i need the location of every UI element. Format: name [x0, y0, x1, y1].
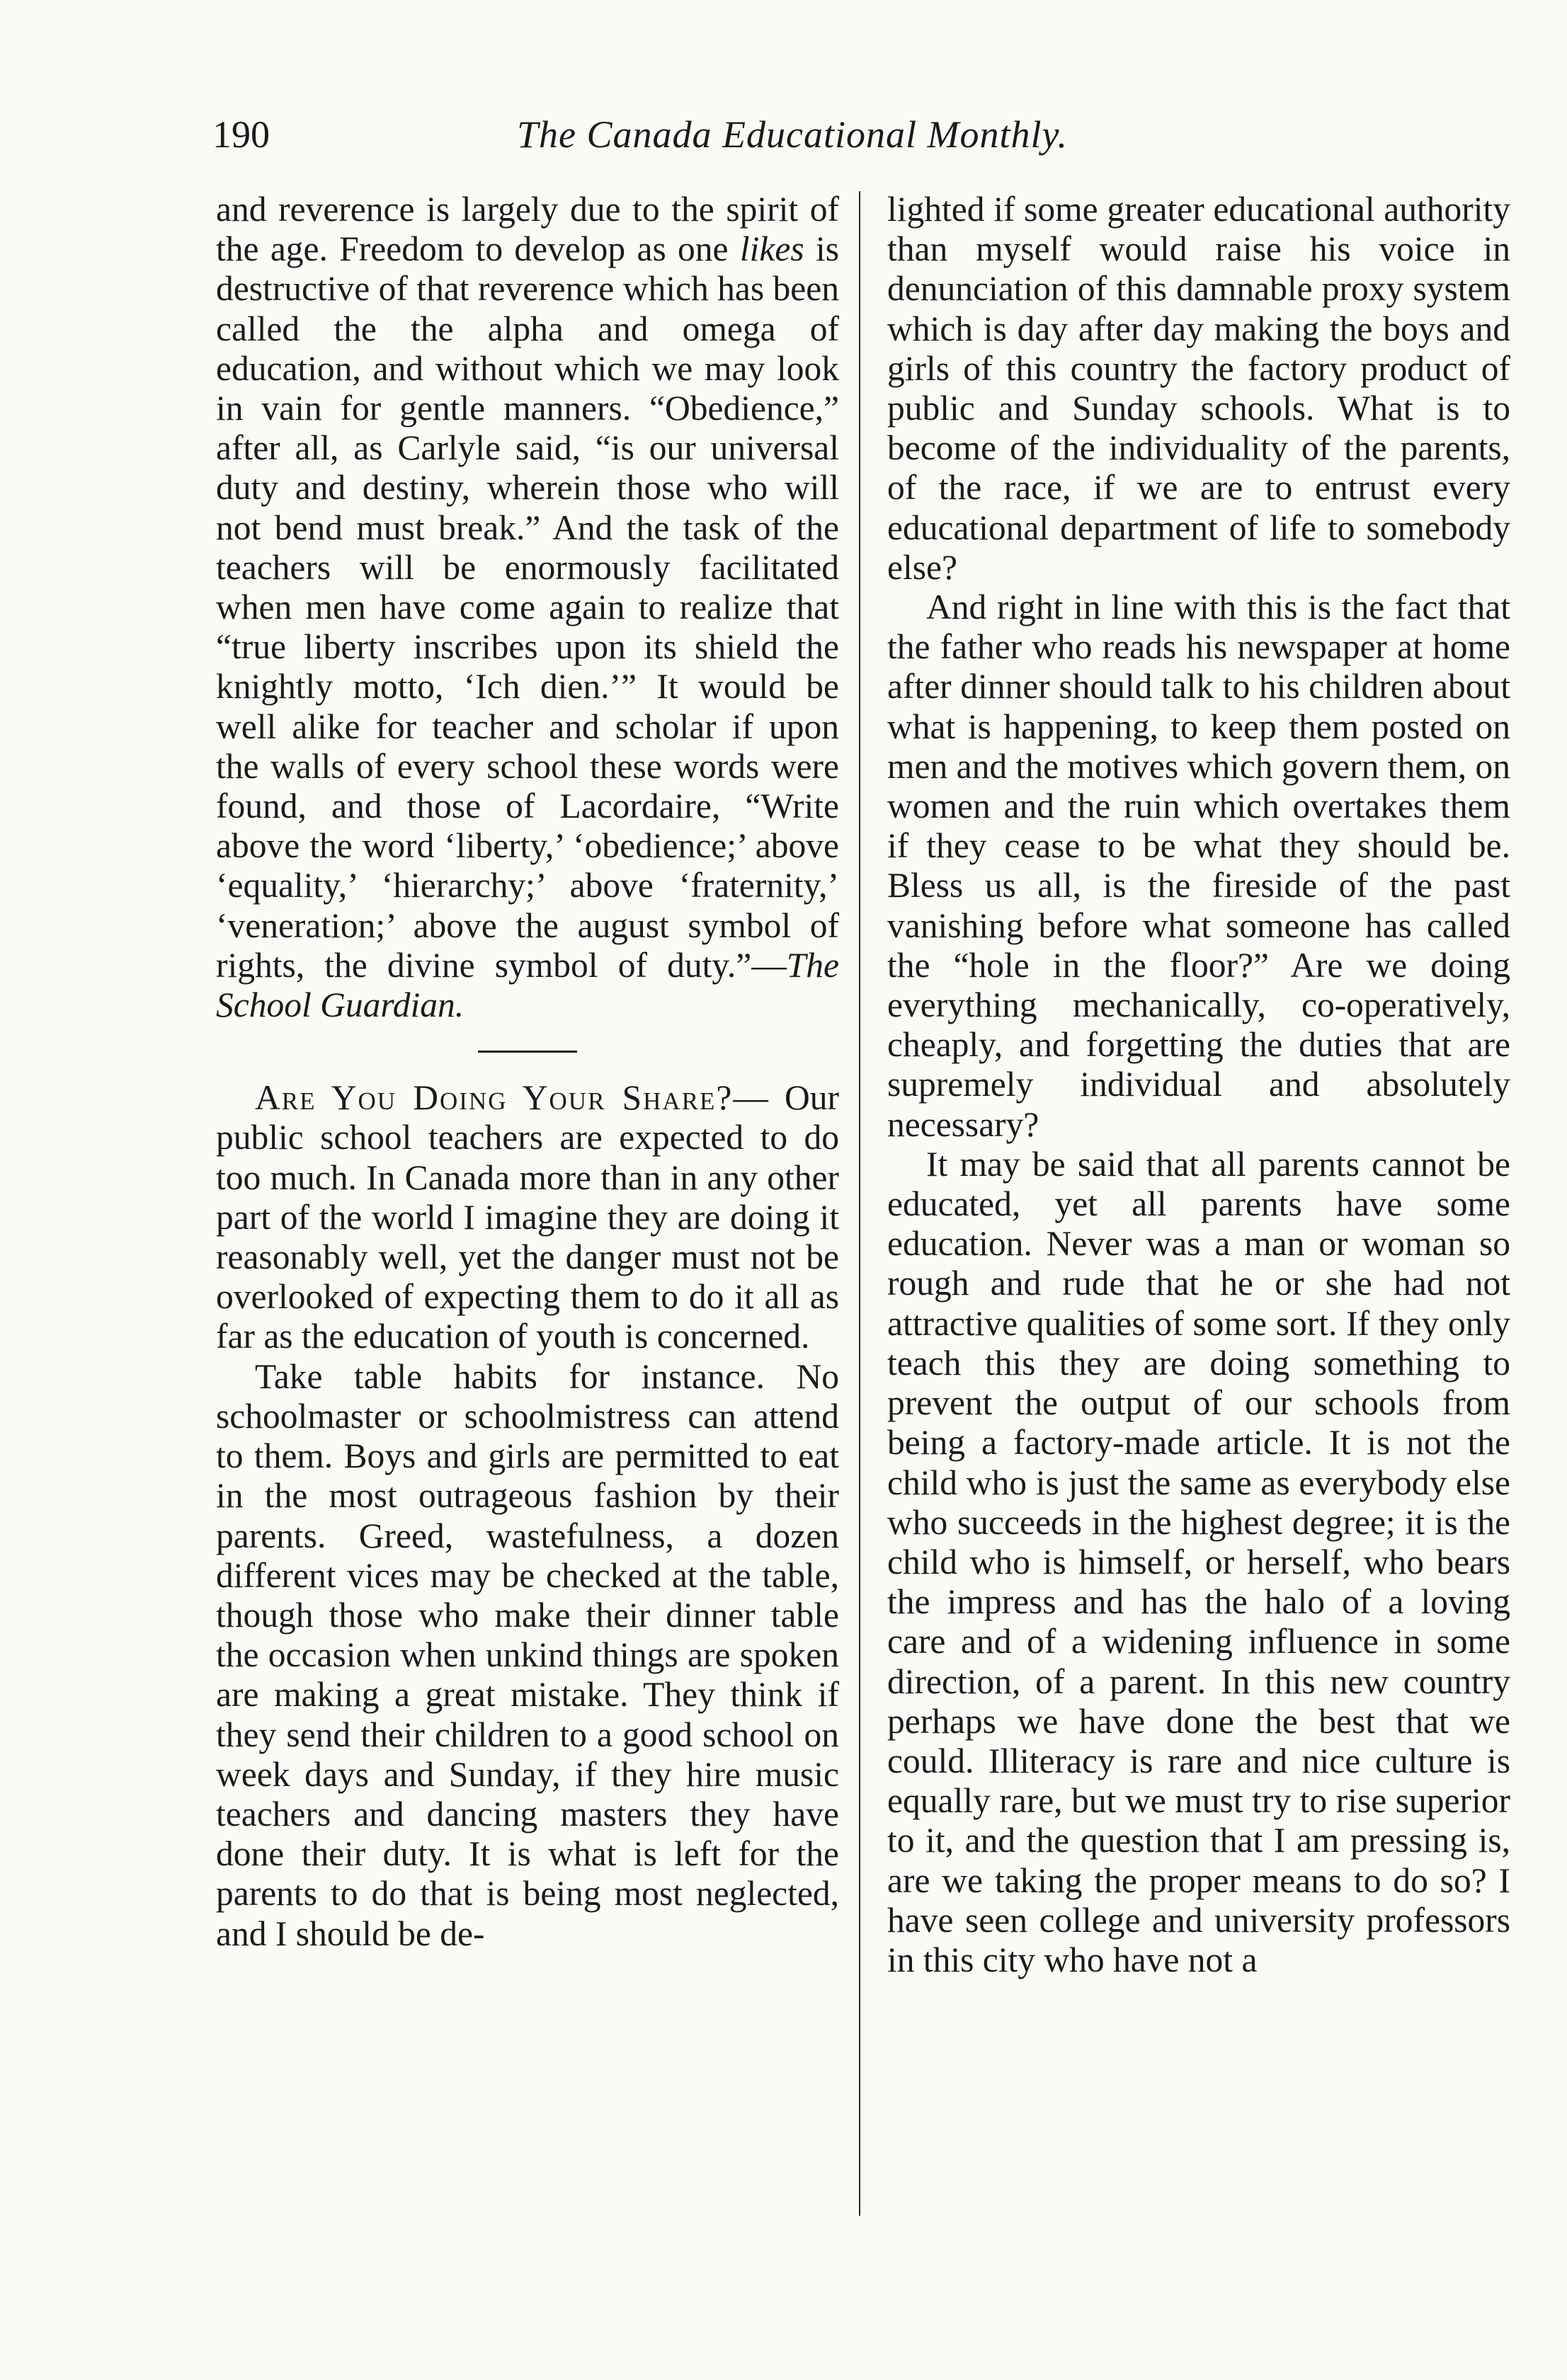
left-paragraph-3: Take table habits for instance. No schoolmaster or schoolmistress can attend to them. Boys and girls are permitted to eat in the most outrageous fashion by their parents. Greed, wastefulness, a dozen different vices may be checked at the table, though those who make their dinner table the occasion when unkind things are spoken are making a great mistake. They think if they send their children to a good school on week days and Sunday, if they hire music teachers and dancing masters they have done their duty. It is what is left for the parents to do that is being most neglected, and I should be de-: [216, 1356, 839, 1953]
left-paragraph-2-text: Our public school teachers are expected to do too much. In Canada more than in any other part of the world I imagine they are doing it reasonably well, yet the danger must not be overlooked of expecting them to do it all as far as the education of youth is concerned.: [216, 1078, 839, 1356]
right-column: [887, 190, 1510, 1980]
left-paragraph-1-continued: is destructive of that reverence which has been called the the alpha and omega of education, and without which we may look in vain for gentle manners. “Obedience,” after all, as Carlyle said, “is our universal duty and destiny, wherein those who will not bend must break.” And the task of the teachers will be enormously facilitated when men have come again to realize that “true liberty inscribes upon its shield the knightly motto, ‘Ich dien.’” It would be well alike for teacher and scholar if upon the walls of every school these words were found, and those of Lacordaire, “Write above the word ‘liberty,’ ‘obedience;’ above ‘equality,’ ‘hierarchy;’ above ‘fraternity,’ ‘veneration;’ above the august symbol of rights, the divine symbol of duty.”—: [216, 229, 839, 985]
left-paragraph-2: [216, 1078, 839, 1356]
left-column: [216, 190, 839, 1954]
right-paragraph-2: And right in line with this is the fact that the father who reads his newspaper at home after dinner should talk to his children about what is happening, to keep them posted on men and the motives which govern them, on women and the ruin which overtakes them if they cease to be what they should be. Bless us all, is the fireside of the past vanishing before what someone has called the “hole in the floor?” Are we doing everything mechanically, co-operatively, cheaply, and forgetting the duties that are supremely individual and absolutely necessary?: [887, 588, 1510, 1144]
left-paragraph-1-text: and reverence is largely due to the spirit of the age. Freedom to develop as one: [216, 190, 839, 269]
left-paragraph-1: [216, 190, 839, 1025]
source-citation: The School Guardian.: [216, 945, 839, 1025]
emphasis-likes: likes: [739, 229, 804, 269]
right-paragraph-3: It may be said that all parents cannot be educated, yet all parents have some education. Never was a man or woman so rough and rude that he or she had not attractive qualities of some sort. If they only teach this they are doing something to prevent the output of our schools from being a factory-made article. It is not the child who is just the same as everybody else who succeeds in the highest degree; it is the child who is himself, or herself, who bears the impress and has the halo of a loving care and of a widening influence in some direction, of a parent. In this new country perhaps we have done the best that we could. Illiteracy is rare and nice culture is equally rare, but we must try to rise superior to it, and the question that I am pressing is, are we taking the proper means to do so? I have seen college and university professors in this city who have not a: [887, 1144, 1510, 1979]
running-title: The Canada Educational Monthly.: [517, 113, 1068, 156]
column-divider: [859, 191, 860, 2216]
section-heading: Are You Doing Your Share?—: [255, 1078, 770, 1118]
section-divider: [478, 1051, 577, 1053]
right-paragraph-1: lighted if some greater educational authority than myself would raise his voice in denunciation of this damnable proxy system which is day after day making the boys and girls of this country the factory product of public and Sunday schools. What is to become of the individuality of the parents, of the race, if we are to entrust every educational department of life to somebody else?: [887, 190, 1510, 587]
page-number: 190: [212, 113, 270, 156]
page-header: [212, 106, 1204, 163]
